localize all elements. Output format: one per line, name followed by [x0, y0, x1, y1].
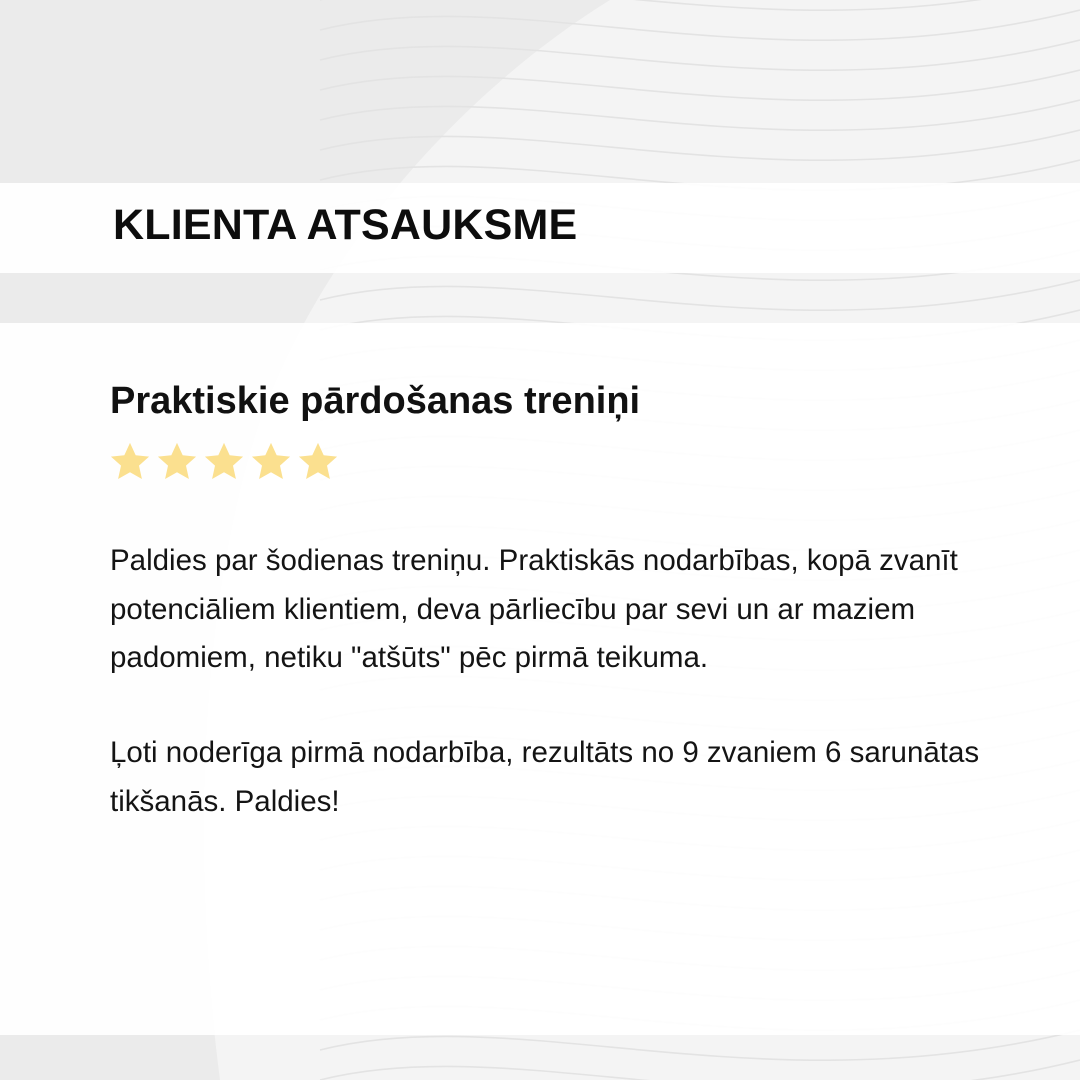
star-icon — [108, 440, 152, 484]
review-title: Praktiskie pārdošanas treniņi — [110, 380, 641, 422]
star-rating — [108, 440, 340, 484]
star-icon — [249, 440, 293, 484]
star-icon — [155, 440, 199, 484]
star-icon — [296, 440, 340, 484]
review-paragraph-2: Ļoti noderīga pirmā nodarbība, rezultāts no 9 zvaniem 6 sarunātas tikšanās. Paldies! — [110, 736, 980, 818]
page-title: KLIENTA ATSAUKSME — [113, 201, 578, 249]
star-icon — [202, 440, 246, 484]
review-paragraph-1: Paldies par šodienas treniņu. Praktiskās nodarbības, kopā zvanīt potenciāliem klientiem, deva pārliecību par sevi un ar maziem padomiem, netiku "atšūts" pēc pirmā teikuma. — [110, 544, 958, 674]
